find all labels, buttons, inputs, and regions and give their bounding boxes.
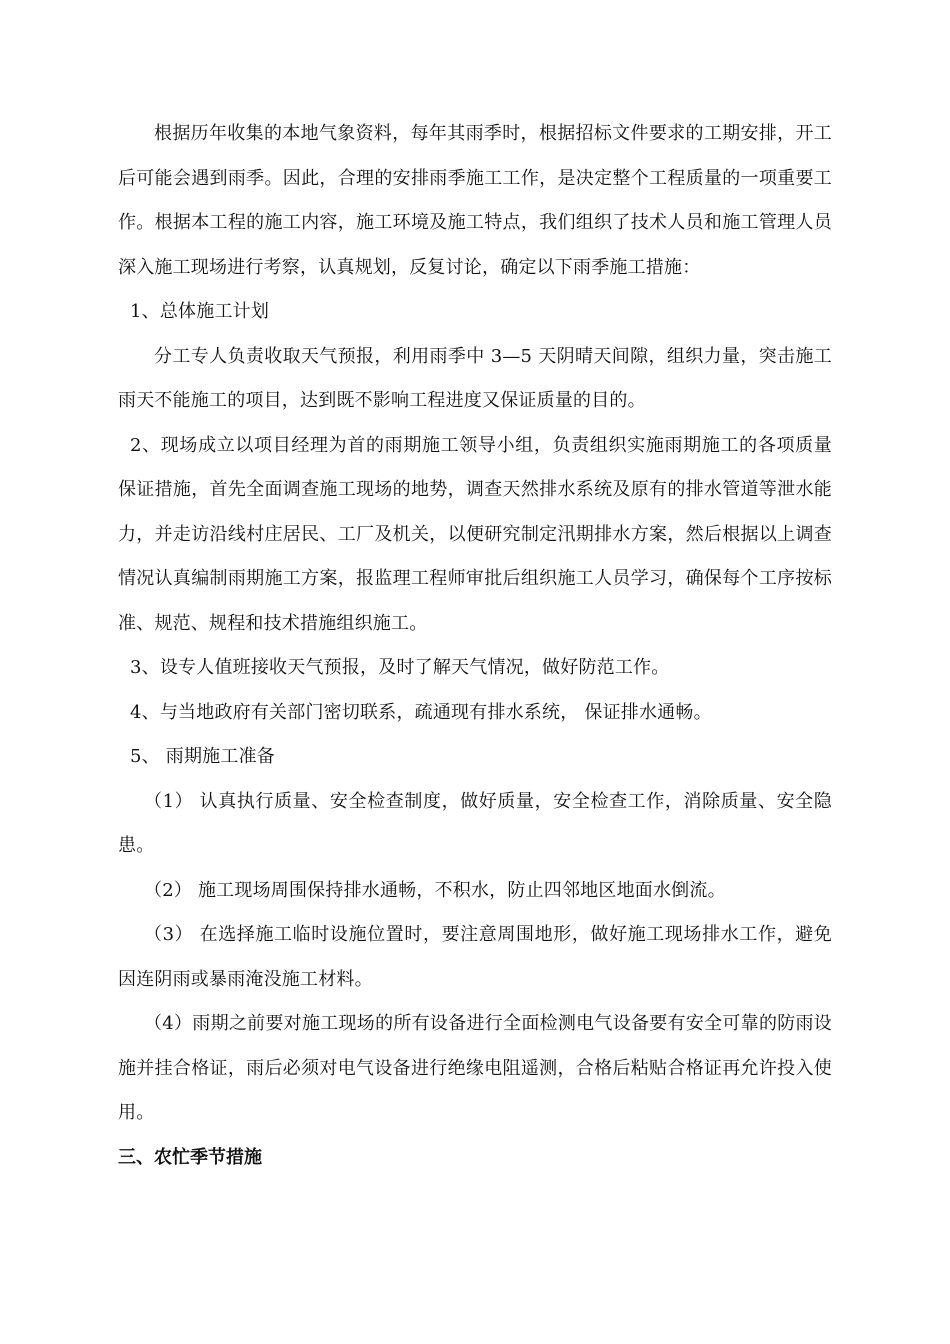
subitem-3-paragraph: （3） 在选择施工临时设施位置时，要注意周围地形，做好施工现场排水工作，避免因连阴雨或暴雨淹没施工材料。 (118, 924, 832, 990)
item-5-heading: 5、 雨期施工准备 (130, 746, 275, 767)
item-2-paragraph: 2、现场成立以项目经理为首的雨期施工领导小组，负责组织实施雨期施工的各项质量保证措施，首先全面调查施工现场的地势，调查天然排水系统及原有的排水管道等泄水能力，并走访沿线村庄居民、工厂及机关，以便研究制定汛期排水方案，然后根据以上调查情况认真编制雨期施工方案，报监理工程师审批后组织施工人员学习，确保每个工序按标准、规范、规程和技术措施组织施工。 (118, 434, 832, 634)
document-page (118, 112, 832, 1180)
paragraph-overall-plan: 分工专人负责收取天气预报，利用雨季中 3—5 天阴晴天间隙，组织力量，突击施工雨天不能施工的项目，达到既不影响工程进度又保证质量的目的。 (118, 345, 832, 411)
subitem-4-paragraph: （4）雨期之前要对施工现场的所有设备进行全面检测电气设备要有安全可靠的防雨设施并挂合格证，雨后必须对电气设备进行绝缘电阻遥测，合格后粘贴合格证再允许投入使用。 (118, 1013, 832, 1123)
subitem-1-paragraph: （1） 认真执行质量、安全检查制度，做好质量，安全检查工作，消除质量、安全隐患。 (118, 790, 832, 856)
subitem-2-paragraph: （2） 施工现场周围保持排水通畅，不积水，防止四邻地区地面水倒流。 (144, 879, 726, 901)
item-4-paragraph: 4、与当地政府有关部门密切联系，疏通现有排水系统， 保证排水通畅。 (130, 701, 712, 723)
section-heading: 三、农忙季节措施 (118, 1146, 262, 1168)
paragraph-intro: 根据历年收集的本地气象资料，每年其雨季时，根据招标文件要求的工期安排，开工后可能会遇到雨季。因此，合理的安排雨季施工工作，是决定整个工程质量的一项重要工作。根据本工程的施工内容，施工环境及施工特点，我们组织了技术人员和施工管理人员深入施工现场进行考察，认真规划，反复讨论，确定以下雨季施工措施： (118, 123, 832, 278)
item-1-heading: 1、总体施工计划 (130, 301, 270, 322)
item-3-paragraph: 3、设专人值班接收天气预报，及时了解天气情况，做好防范工作。 (130, 657, 670, 678)
